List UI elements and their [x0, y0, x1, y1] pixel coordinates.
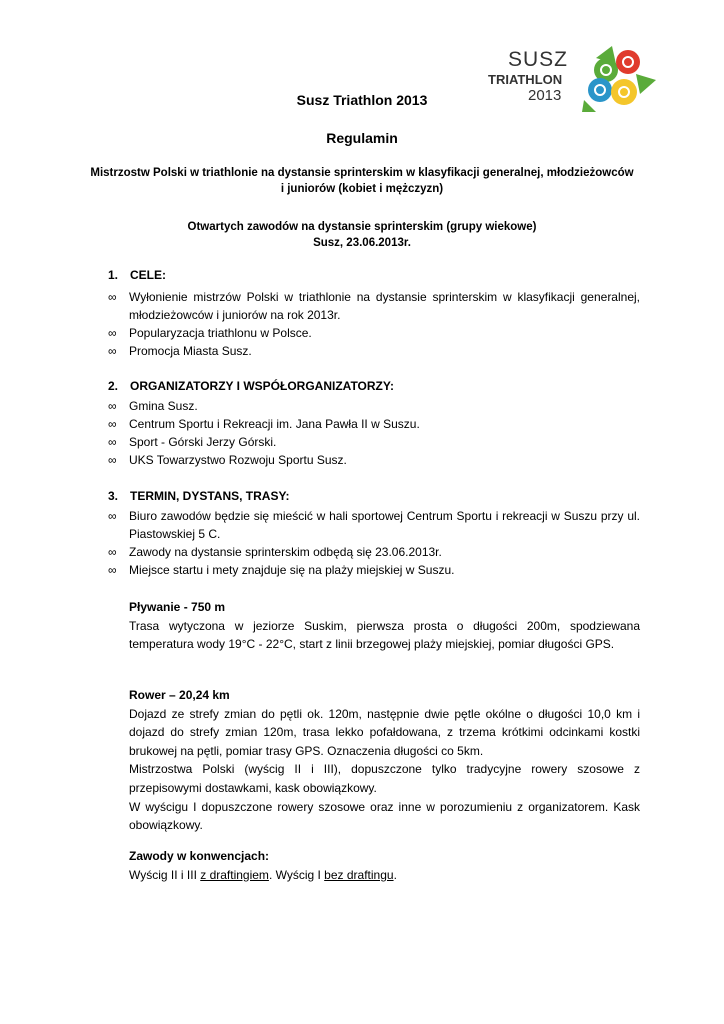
list-item-text: Wyłonienie mistrzów Polski w triathlonie na dystansie sprinterskim w klasyfikacji generalnej, młodzieżowców i juniorów na rok 2013r.	[129, 290, 640, 322]
list-item	[108, 543, 640, 561]
section-title: CELE:	[130, 268, 166, 282]
list-item	[108, 397, 640, 415]
convention-text-part: .	[393, 867, 397, 882]
list-item-text: Gmina Susz.	[129, 399, 198, 413]
logo-text-susz: SUSZ	[508, 48, 569, 71]
list-item-text: Popularyzacja triathlonu w Polsce.	[129, 326, 312, 340]
drafting-link-text: z draftingiem	[200, 867, 269, 882]
section-2-list	[108, 397, 640, 469]
list-item-text: Biuro zawodów będzie się mieścić w hali sportowej Centrum Sportu i rekreacji w Suszu przy ul. Piastowskiej 5 C.	[129, 509, 640, 541]
list-item-text: Centrum Sportu i Rekreacji im. Jana Pawła II w Suszu.	[129, 417, 420, 431]
section-number: 1.	[108, 268, 119, 282]
section-3-heading	[108, 489, 290, 503]
bike-block	[129, 686, 640, 835]
document-title: Susz Triathlon 2013	[296, 92, 428, 108]
open-line-1: Otwartych zawodów na dystansie sprinterskim (grupy wiekowe)	[187, 221, 537, 233]
logo-text-year: 2013	[528, 87, 562, 104]
bike-heading: Rower – 20,24 km	[129, 688, 230, 702]
infinity-bullet-icon: ∞	[108, 453, 117, 467]
infinity-bullet-icon: ∞	[108, 344, 117, 358]
bike-paragraph-2: Mistrzostwa Polski (wyścig II i III), dopuszczone tylko tradycyjne rowery szosowe z przepisowymi dostawkami, kask obowiązkowy.	[129, 762, 640, 795]
section-1-heading	[108, 268, 166, 282]
list-item	[108, 342, 640, 360]
list-item	[108, 288, 640, 324]
convention-block	[129, 847, 640, 884]
infinity-bullet-icon: ∞	[108, 290, 117, 304]
convention-text-part: . Wyścig I	[268, 867, 325, 882]
swim-heading: Pływanie - 750 m	[129, 600, 226, 614]
list-item-text: UKS Towarzystwo Rozwoju Sportu Susz.	[129, 453, 347, 467]
list-item-text: Sport - Górski Jerzy Górski.	[129, 435, 277, 449]
convention-text	[129, 866, 640, 885]
bike-paragraph-3: W wyścigu I dopuszczone rowery szosowe oraz inne w porozumieniu z organizatorem. Kask obowiązkowy.	[129, 799, 640, 833]
list-item-text: Miejsce startu i mety znajduje się na plaży miejskiej w Suszu.	[129, 563, 455, 577]
convention-text-part: Wyścig II i III	[129, 867, 201, 882]
section-3-list	[108, 507, 640, 579]
list-item-text: Promocja Miasta Susz.	[129, 344, 252, 358]
infinity-bullet-icon: ∞	[108, 417, 117, 431]
list-item	[108, 451, 640, 469]
open-line-2: Susz, 23.06.2013r.	[313, 237, 411, 249]
list-item	[108, 324, 640, 342]
infinity-bullet-icon: ∞	[108, 509, 117, 523]
list-item-text: Zawody na dystansie sprinterskim odbędą się 23.06.2013r.	[129, 545, 442, 559]
infinity-bullet-icon: ∞	[108, 435, 117, 449]
section-title: TERMIN, DYSTANS, TRASY:	[130, 489, 290, 503]
logo-text-triathlon: TRIATHLON	[488, 72, 563, 87]
list-item	[108, 433, 640, 451]
list-item	[108, 507, 640, 543]
bike-paragraph-1: Dojazd ze strefy zmian do pętli ok. 120m, następnie dwie pętle okólne o długości 10,0 km i dojazd do strefy zmian 120m, trasa lekko pofałdowana, z trzema krótkimi odcinkami kostki brukowej na pętli, pomiar trasy GPS. Oznaczenia długości co 5km.	[129, 706, 640, 758]
list-item	[108, 415, 640, 433]
no-drafting-link-text: bez draftingu	[324, 867, 394, 882]
swim-text: Trasa wytyczona w jeziorze Suskim, pierwsza prosta o długości 200m, spodziewana temperatura wody 19°C - 22°C, start z linii brzegowej plaży miejskiej, pomiar długości GPS.	[129, 618, 640, 652]
section-title: ORGANIZATORZY I WSPÓŁORGANIZATORZY:	[130, 379, 394, 393]
swim-block	[129, 598, 640, 654]
section-number: 3.	[108, 489, 119, 503]
infinity-bullet-icon: ∞	[108, 399, 117, 413]
section-2-heading	[108, 379, 394, 393]
infinity-bullet-icon: ∞	[108, 563, 117, 577]
document-subtitle: Regulamin	[326, 130, 398, 146]
section-1-list	[108, 288, 640, 360]
section-number: 2.	[108, 379, 119, 393]
list-item	[108, 561, 640, 579]
open-competition-heading	[90, 219, 634, 251]
infinity-bullet-icon: ∞	[108, 326, 117, 340]
infinity-bullet-icon: ∞	[108, 545, 117, 559]
championship-heading	[90, 165, 634, 197]
convention-heading: Zawody w konwencjach:	[129, 849, 270, 863]
championship-text: Mistrzostw Polski w triathlonie na dystansie sprinterskim w klasyfikacji generalnej, młodzieżowców i juniorów (kobiet i mężczyzn)	[90, 167, 634, 195]
